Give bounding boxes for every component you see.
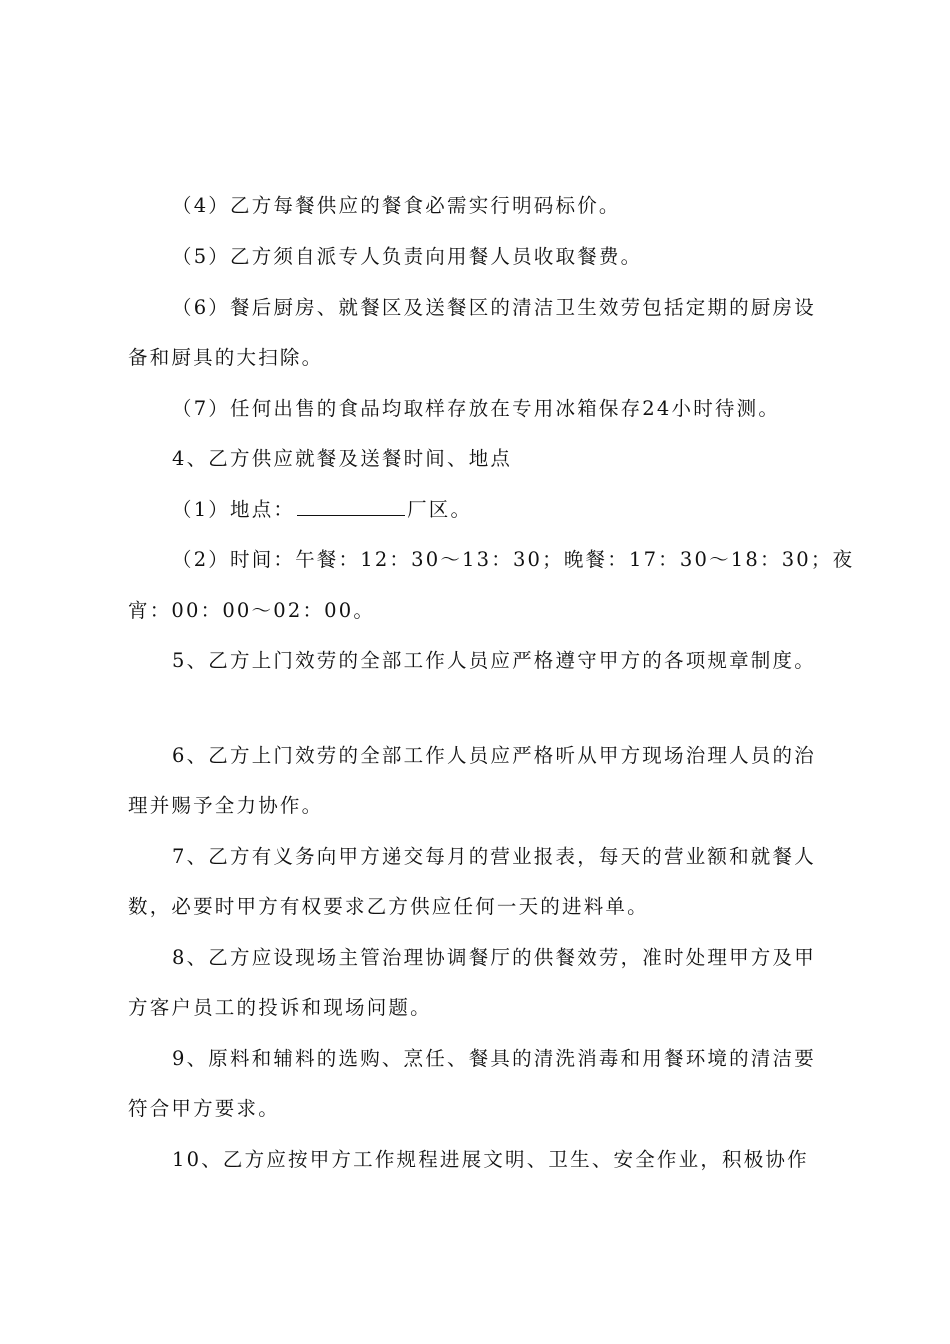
section-6: 6、乙方上门效劳的全部工作人员应严格听从甲方现场治理人员的治 (172, 744, 816, 767)
text-line-5-fee: （5）乙方须自派专人负责向用餐人员收取餐费。 (172, 245, 643, 268)
section-5: 5、乙方上门效劳的全部工作人员应严格遵守甲方的各项规章制度。 (172, 649, 816, 672)
section-8-cont: 方客户员工的投诉和现场问题。 (128, 996, 432, 1019)
text-line-6-cleaning-cont: 备和厨具的大扫除。 (128, 346, 324, 369)
location-suffix: 厂区。 (407, 498, 473, 521)
section-7-cont: 数，必要时甲方有权要求乙方供应任何一天的进料单。 (128, 895, 649, 918)
text-line-time: （2）时间：午餐：12：30～13：30；晚餐：17：30～18：30；夜 (172, 548, 855, 571)
location-label: （1）地点： (172, 498, 296, 521)
text-line-6-cleaning: （6）餐后厨房、就餐区及送餐区的清洁卫生效劳包括定期的厨房设 (172, 296, 816, 319)
section-7: 7、乙方有义务向甲方递交每月的营业报表，每天的营业额和就餐人 (172, 845, 816, 868)
section-9: 9、原料和辅料的选购、烹任、餐具的清洗消毒和用餐环境的清洁要 (172, 1047, 816, 1070)
section-9-cont: 符合甲方要求。 (128, 1097, 280, 1120)
section-10: 10、乙方应按甲方工作规程进展文明、卫生、安全作业，积极协作 (172, 1148, 809, 1171)
text-line-4-pricing: （4）乙方每餐供应的餐食必需实行明码标价。 (172, 194, 621, 217)
text-line-7-sample: （7）任何出售的食品均取样存放在专用冰箱保存24小时待测。 (172, 397, 781, 420)
section-8: 8、乙方应设现场主管治理协调餐厅的供餐效劳，准时处理甲方及甲 (172, 946, 816, 969)
section-heading-4: 4、乙方供应就餐及送餐时间、地点 (172, 447, 513, 470)
location-blank (297, 497, 405, 516)
section-6-cont: 理并赐予全力协作。 (128, 794, 324, 817)
text-line-location (172, 497, 472, 523)
text-line-time-cont: 宵：00：00～02：00。 (128, 599, 376, 622)
